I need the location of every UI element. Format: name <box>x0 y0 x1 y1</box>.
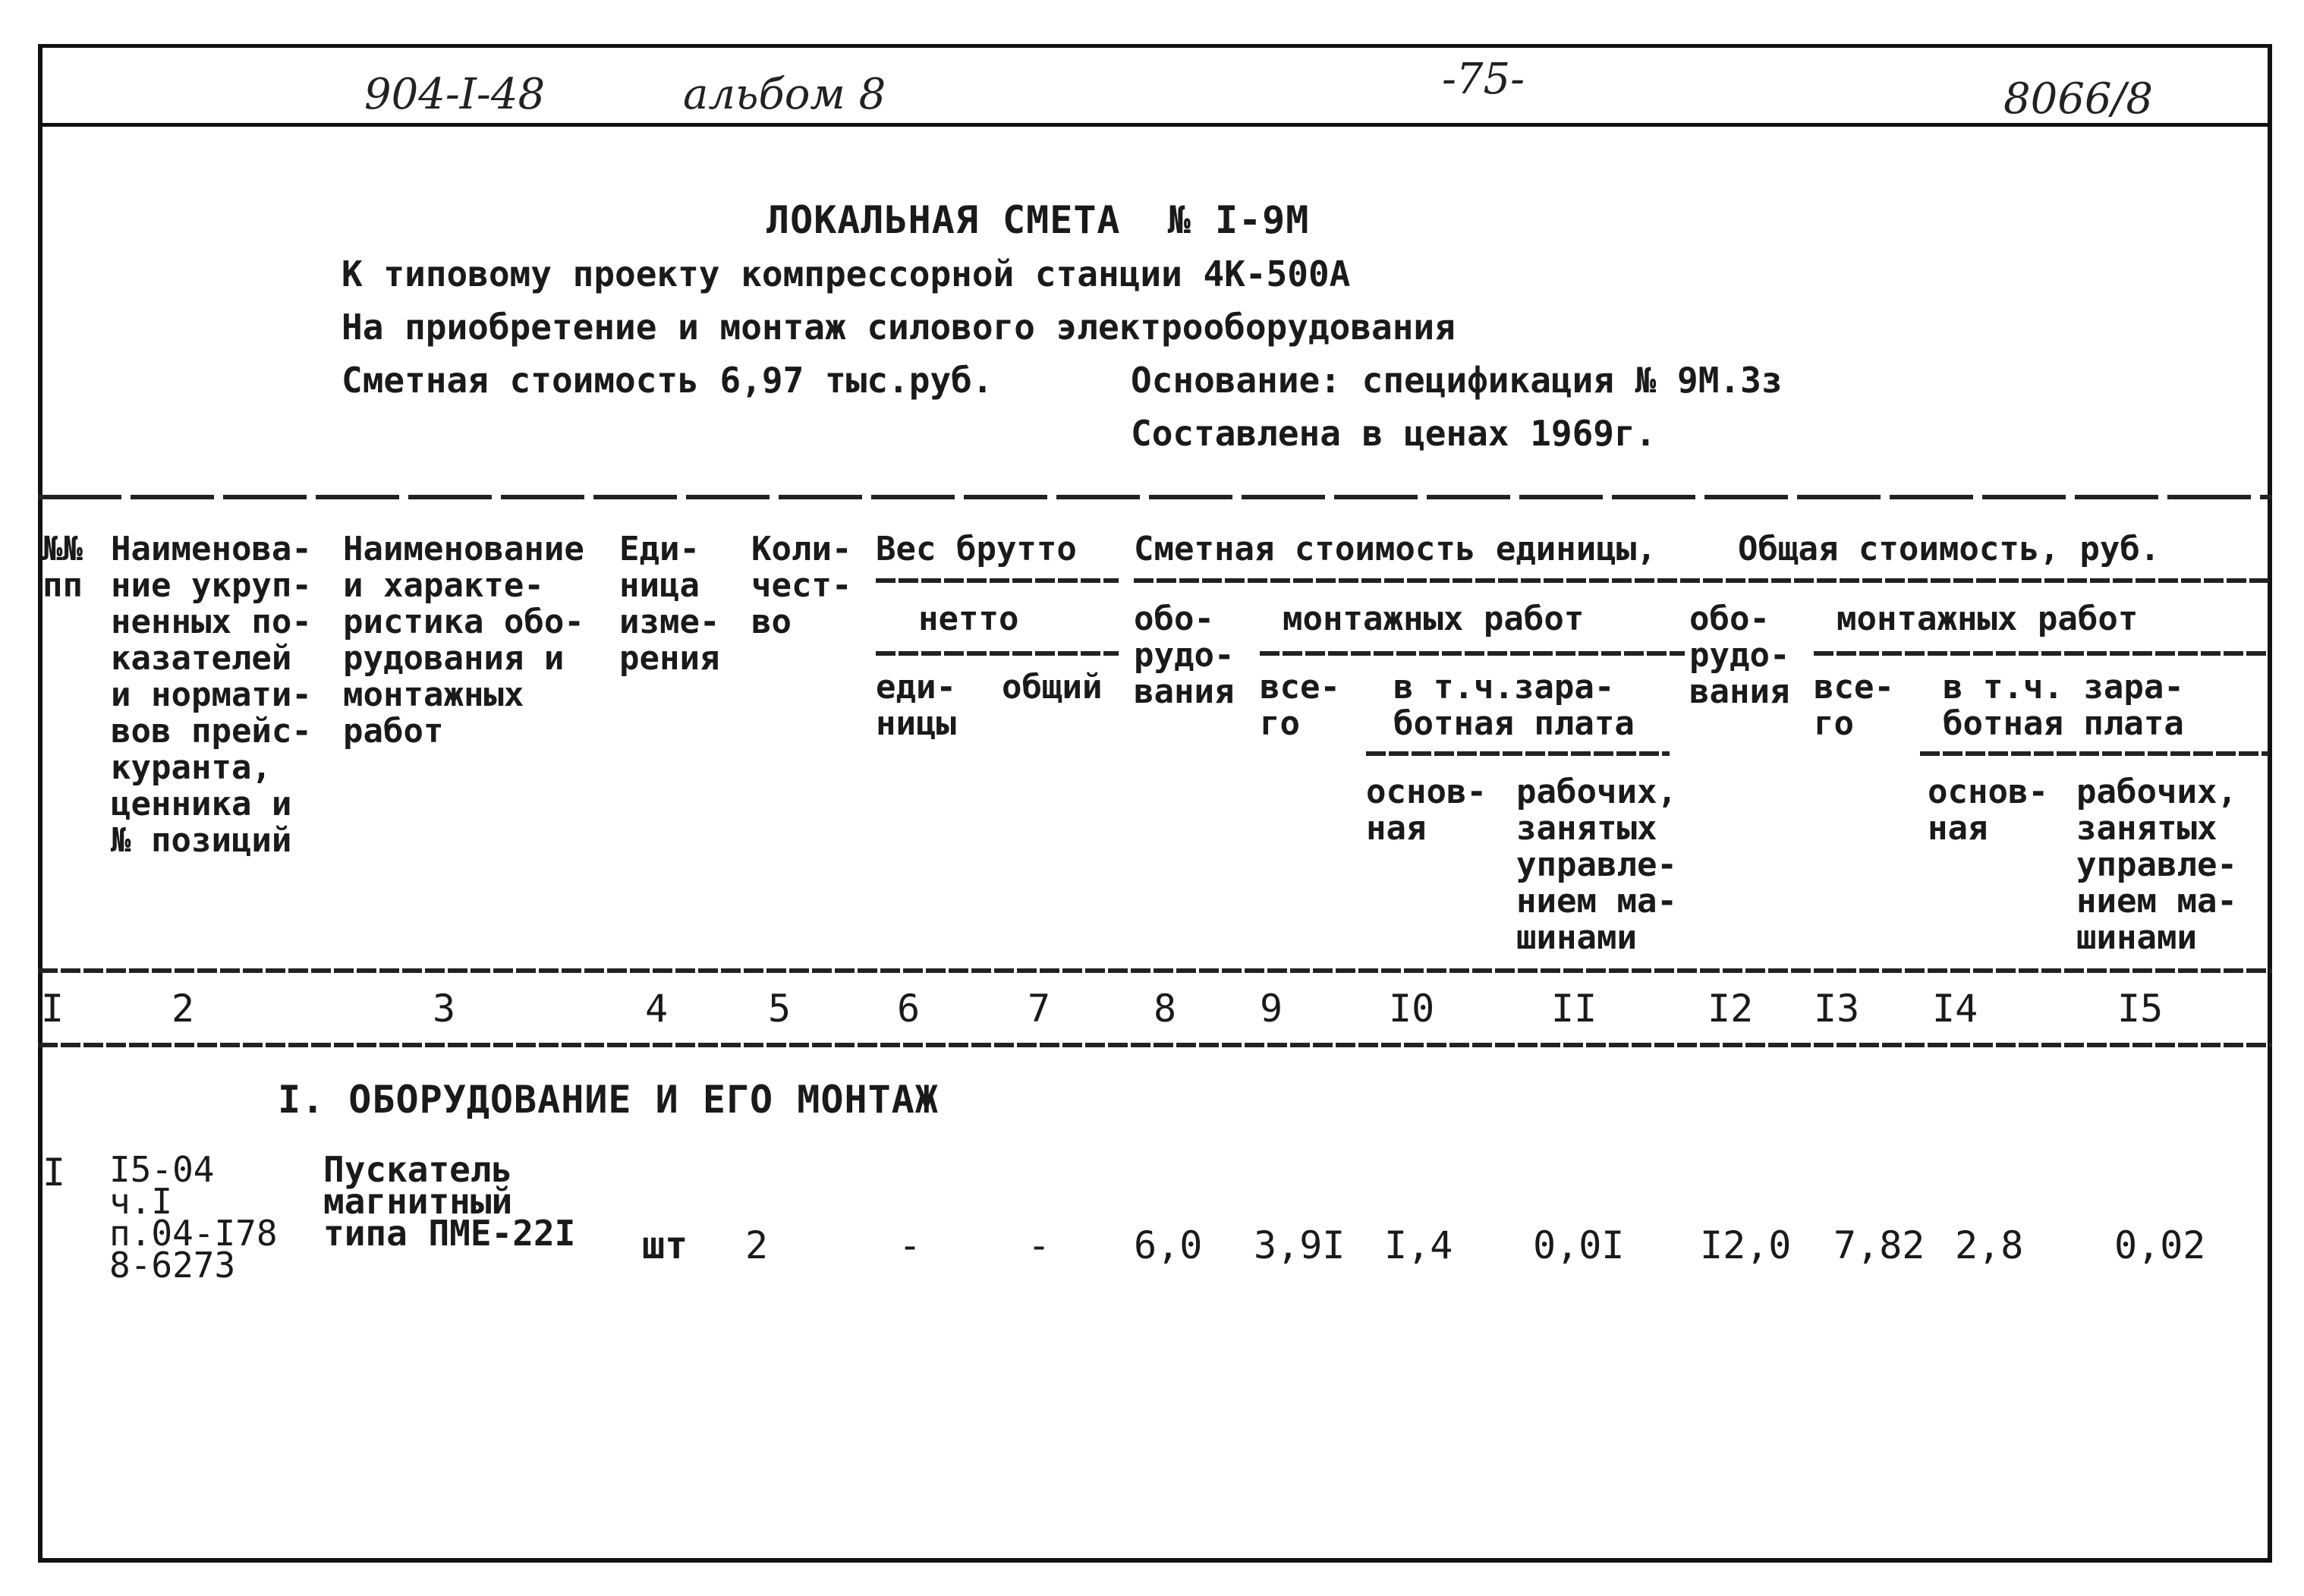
rule-numbers-top <box>38 968 2272 973</box>
header-col-15: рабочих, занятых управле- нием ма- шинами <box>2076 773 2237 957</box>
row-col-8: 6,0 <box>1134 1223 1203 1267</box>
col-number: I3 <box>1814 987 1860 1031</box>
row-code: I5-04 ч.I п.04-I78 8-6273 <box>109 1149 278 1286</box>
row-weight-total: - <box>1028 1223 1051 1267</box>
row-col-12: I2,0 <box>1700 1223 1792 1267</box>
header-col-6: еди- ницы <box>876 668 956 743</box>
row-col-13: 7,82 <box>1833 1223 1925 1267</box>
col-number: 5 <box>768 987 792 1031</box>
header-col-12: обо- рудо- вания <box>1689 600 1790 711</box>
header-divider <box>38 123 2272 127</box>
header-col-9: все- го <box>1260 668 1340 743</box>
col-number: I4 <box>1932 987 1978 1031</box>
row-weight-unit: - <box>899 1223 922 1267</box>
section-title: I. ОБОРУДОВАНИЕ И ЕГО МОНТАЖ <box>278 1078 939 1122</box>
doc-line-1: К типовому проекту компрессорной станции 4К-500А <box>342 253 1351 294</box>
row-unit: шт <box>642 1223 688 1267</box>
col-number: 2 <box>172 987 195 1031</box>
doc-title: ЛОКАЛЬНАЯ СМЕТА № I-9М <box>766 198 1310 242</box>
col-number: 8 <box>1154 987 1177 1031</box>
header-wage-total: в т.ч. зара- ботная плата <box>1943 668 2184 743</box>
header-wage-unit: в т.ч.зара- ботная плата <box>1393 668 1635 743</box>
document-code: 904-I-48 <box>364 70 546 119</box>
rule-mount-unit <box>1260 651 1685 656</box>
header-mount-total: монтажных работ <box>1837 600 2139 638</box>
rule-mount-total <box>1814 651 2269 656</box>
header-unit-cost: Сметная стоимость единицы, <box>1134 530 1657 568</box>
header-col-13: все- го <box>1814 668 1894 743</box>
doc-cost: Сметная стоимость 6,97 тыс.руб. <box>342 360 993 401</box>
rule-cost <box>1134 578 2272 583</box>
col-number: 7 <box>1028 987 1051 1031</box>
header-col-5: Коли- чест- во <box>751 530 852 641</box>
rule-weight <box>876 578 1119 583</box>
header-weight: Вес брутто <box>876 530 1077 568</box>
header-col-8: обо- рудо- вания <box>1134 600 1235 711</box>
col-number: 4 <box>645 987 669 1031</box>
doc-basis: Основание: спецификация № 9М.3з <box>1131 360 1783 401</box>
row-col-9: 3,9I <box>1254 1223 1346 1267</box>
header-separator <box>38 495 2272 499</box>
row-name: Пускатель магнитный типа ПМЕ-22I <box>323 1149 576 1254</box>
rule-wage-unit <box>1366 751 1670 756</box>
header-mount-unit: монтажных работ <box>1283 600 1585 638</box>
header-col-1: №№ пп <box>42 530 83 605</box>
col-number: I5 <box>2117 987 2164 1031</box>
header-col-10: основ- ная <box>1366 773 1487 848</box>
header-netto: нетто <box>918 600 1019 638</box>
header-col-2: Наименова- ние укруп- ненных по- казателей и нормати- вов прейс- куранта, ценника и № позиций <box>111 530 312 860</box>
album-label: альбом 8 <box>683 70 886 119</box>
rule-numbers-bottom <box>38 1043 2272 1047</box>
header-col-7: общий <box>1002 668 1103 707</box>
header-col-4: Еди- ница изме- рения <box>619 530 720 678</box>
doc-prices: Составлена в ценах 1969г. <box>1131 413 1657 454</box>
col-number: I0 <box>1389 987 1435 1031</box>
col-number: 3 <box>433 987 456 1031</box>
doc-line-2: На приобретение и монтаж силового электрооборудования <box>342 307 1456 348</box>
row-col-10: I,4 <box>1384 1223 1453 1267</box>
header-total-cost: Общая стоимость, руб. <box>1738 530 2161 568</box>
header-col-3: Наименование и характе- ристика обо- рудования и монтажных работ <box>343 530 584 751</box>
col-number: I <box>41 987 65 1031</box>
row-qty: 2 <box>745 1223 769 1267</box>
row-col-11: 0,0I <box>1533 1223 1625 1267</box>
row-col-15: 0,02 <box>2114 1223 2206 1267</box>
col-number: I2 <box>1708 987 1754 1031</box>
page-number: -75- <box>1442 55 1525 104</box>
header-col-11: рабочих, занятых управле- нием ма- шинами <box>1516 773 1677 957</box>
rule-netto <box>876 651 1119 656</box>
col-number: 9 <box>1260 987 1283 1031</box>
sheet-number: 8066/8 <box>2003 74 2154 124</box>
row-number: I <box>42 1151 66 1195</box>
col-number: 6 <box>897 987 921 1031</box>
rule-wage-total <box>1920 751 2269 756</box>
row-col-14: 2,8 <box>1955 1223 2024 1267</box>
col-number: II <box>1551 987 1597 1031</box>
header-col-14: основ- ная <box>1928 773 2048 848</box>
